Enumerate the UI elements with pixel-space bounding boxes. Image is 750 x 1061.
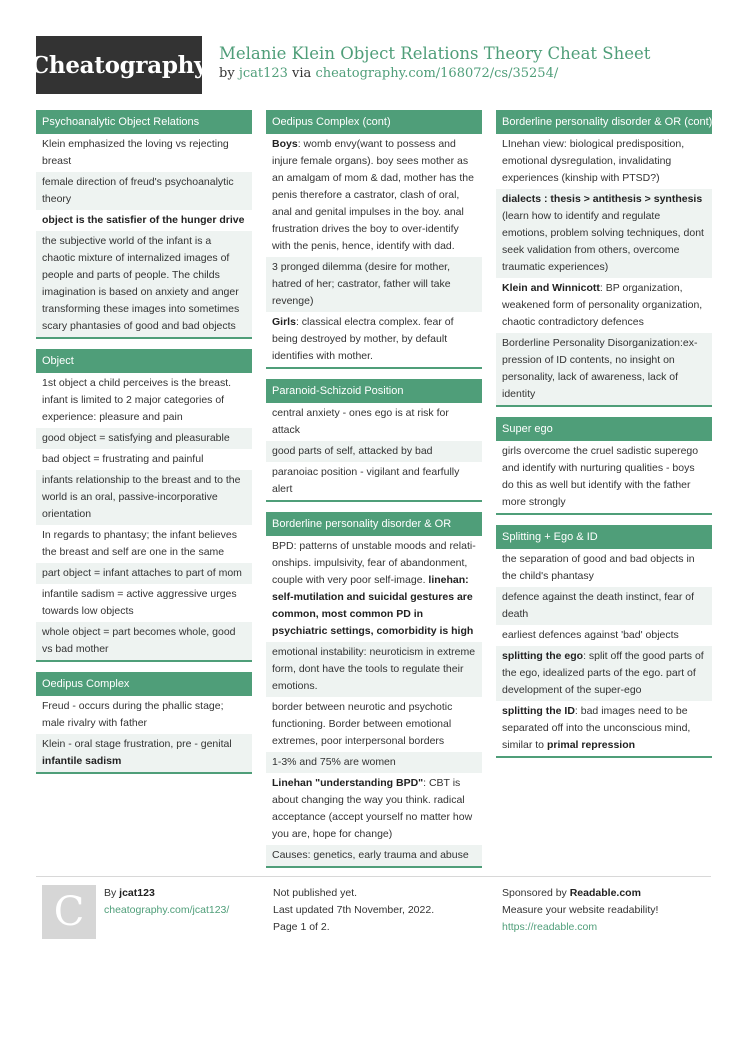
row-text: : BP organization, weakened form of personality organization, chaotic contradictory defences bbox=[502, 282, 703, 328]
section-row bbox=[36, 734, 252, 772]
section-row bbox=[496, 278, 712, 333]
section-row bbox=[496, 189, 712, 278]
row-text: BPD: patterns of unstable moods and relationships. impulsivity, fear of abandonment, couple with very poor self-image. bbox=[272, 540, 476, 586]
section-row bbox=[496, 646, 712, 701]
row-text-bold: splitting the ID bbox=[502, 705, 575, 717]
byline-prefix: by bbox=[219, 66, 239, 81]
author-avatar: C bbox=[42, 885, 96, 939]
cheat-section bbox=[496, 525, 712, 758]
row-text: the separation of good and bad objects in the child's phantasy bbox=[502, 553, 695, 582]
row-text: good parts of self, attacked by bad bbox=[272, 445, 433, 457]
byline bbox=[219, 66, 650, 81]
row-text: Causes: genetics, early trauma and abuse bbox=[272, 849, 469, 861]
row-text: : bad images need to be separated off into the unconscious mind, similar to bbox=[502, 705, 691, 751]
cheat-section bbox=[496, 417, 712, 515]
footer-author-block bbox=[104, 885, 229, 919]
row-text: female direction of freud's psychoanalytic theory bbox=[42, 176, 234, 205]
row-text-bold: Girls bbox=[272, 316, 296, 328]
section-row bbox=[496, 333, 712, 405]
section-title: Borderline personality disorder & OR (cont) bbox=[496, 110, 712, 134]
section-row bbox=[36, 622, 252, 660]
section-row bbox=[36, 210, 252, 231]
section-title: Oedipus Complex (cont) bbox=[266, 110, 482, 134]
page-number: Page 1 of 2. bbox=[273, 921, 330, 933]
section-title: Psychoanalytic Object Relations bbox=[36, 110, 252, 134]
section-row bbox=[266, 462, 482, 500]
row-text: In regards to phantasy; the infant believes the breast and self are one in the same bbox=[42, 529, 237, 558]
cheat-section bbox=[36, 349, 252, 662]
section-row bbox=[266, 134, 482, 257]
row-text: Klein - oral stage frustration, pre - genital bbox=[42, 738, 232, 750]
row-text-bold: Linehan "understanding BPD" bbox=[272, 777, 424, 789]
section-row bbox=[36, 696, 252, 734]
row-text: infants relationship to the breast and to the world is an oral, passive-incorporative orientation bbox=[42, 474, 241, 520]
section-title: Borderline personality disorder & OR bbox=[266, 512, 482, 536]
cheatography-logo[interactable]: Cheatography bbox=[36, 36, 202, 94]
footer-sponsor-block bbox=[502, 885, 658, 936]
row-text-bold: dialects : thesis > antithesis > synthesis bbox=[502, 193, 703, 205]
section-title: Oedipus Complex bbox=[36, 672, 252, 696]
row-text-bold: object is the satisfier of the hunger drive bbox=[42, 214, 245, 226]
section-row bbox=[496, 587, 712, 625]
publish-status: Not published yet. bbox=[273, 887, 358, 899]
row-text: whole object = part becomes whole, good vs bad mother bbox=[42, 626, 236, 655]
section-row bbox=[36, 373, 252, 428]
row-text-bold: Boys bbox=[272, 138, 298, 150]
row-text: the subjective world of the infant is a chaotic mixture of internalized images of people and parts of people. The childs imagination is based on anxiety and anger transforming these images into sometimes scary phantasies of good and bad objects bbox=[42, 235, 240, 332]
section-row bbox=[36, 172, 252, 210]
section-row bbox=[36, 563, 252, 584]
row-text-bold: infantile sadism bbox=[42, 755, 122, 767]
section-row bbox=[266, 773, 482, 845]
column-3 bbox=[496, 110, 712, 768]
sponsor-link[interactable]: https://readable.com bbox=[502, 921, 598, 933]
row-text: emotional instability: neuroticism in extreme form, dont have the tools to regulate their emotions. bbox=[272, 646, 476, 692]
footer-author-name[interactable]: jcat123 bbox=[119, 887, 155, 899]
row-text: 1-3% and 75% are women bbox=[272, 756, 396, 768]
footer-by-prefix: By bbox=[104, 887, 120, 899]
footer-status-block bbox=[273, 885, 434, 936]
row-text: (learn how to identify and regulate emotions, problem solving techniques, dont seek validation from others, overcome traumatic experiences) bbox=[502, 210, 704, 273]
row-text: earliest defences against 'bad' objects bbox=[502, 629, 679, 641]
section-title: Splitting + Ego & ID bbox=[496, 525, 712, 549]
sponsor-prefix: Sponsored by bbox=[502, 887, 570, 899]
section-row bbox=[36, 134, 252, 172]
section-row bbox=[266, 697, 482, 752]
section-title: Paranoid-Schizoid Position bbox=[266, 379, 482, 403]
row-text: girls overcome the cruel sadistic superego and identify with nurturing qualities - boys do this as well but identify with the father more strongly bbox=[502, 445, 699, 508]
section-row bbox=[496, 441, 712, 513]
header bbox=[30, 36, 716, 94]
row-text: 3 pronged dilemma (desire for mother, hatred of her; castrator, father will take revenge) bbox=[272, 261, 451, 307]
row-text: infantile sadism = active aggressive urges towards low objects bbox=[42, 588, 237, 617]
section-row bbox=[36, 584, 252, 622]
cheat-section bbox=[496, 110, 712, 407]
row-text-bold: linehan: self-mutilation and suicidal gestures are common, most common PD in psychiatric settings, comorbidity is high bbox=[272, 574, 474, 637]
sheet-url-link[interactable]: cheatography.com/168072/cs/35254/ bbox=[315, 66, 559, 81]
page-title: Melanie Klein Object Relations Theory Cheat Sheet bbox=[219, 44, 651, 63]
section-row bbox=[266, 312, 482, 367]
column-1 bbox=[36, 110, 252, 784]
section-row bbox=[266, 441, 482, 462]
section-row bbox=[36, 525, 252, 563]
column-2 bbox=[266, 110, 482, 878]
cheat-section bbox=[266, 110, 482, 369]
sponsor-tagline: Measure your website readability! bbox=[502, 904, 659, 916]
row-text: paranoiac position - vigilant and fearfully alert bbox=[272, 466, 460, 495]
byline-via: via bbox=[287, 66, 316, 81]
section-row bbox=[36, 470, 252, 525]
title-block bbox=[219, 44, 650, 81]
row-text: LInehan view: biological predisposition, emotional dysregulation, invalidating experiences (kinship with PTSD?) bbox=[502, 138, 685, 184]
sponsor-name[interactable]: Readable.com bbox=[569, 887, 641, 899]
section-row bbox=[266, 752, 482, 773]
section-row bbox=[36, 231, 252, 337]
section-row bbox=[496, 134, 712, 189]
footer-author-link[interactable]: cheatography.com/jcat123/ bbox=[104, 904, 230, 916]
section-row bbox=[36, 449, 252, 470]
cheat-section bbox=[36, 110, 252, 339]
section-row bbox=[266, 536, 482, 642]
row-text: border between neurotic and psychotic functioning. Border between emotional extremes, poor interpersonal borders bbox=[272, 701, 453, 747]
section-row bbox=[496, 549, 712, 587]
section-row bbox=[266, 403, 482, 441]
last-updated: Last updated 7th November, 2022. bbox=[273, 904, 435, 916]
row-text-bold: splitting the ego bbox=[502, 650, 584, 662]
row-text: Borderline Personality Disorganization:expression of ID contents, no insight on personality, lack of awareness, lack of identity bbox=[502, 337, 698, 400]
row-text: bad object = frustrating and painful bbox=[42, 453, 204, 465]
row-text-bold: Klein and Winnicott bbox=[502, 282, 600, 294]
row-text: good object = satisfying and pleasurable bbox=[42, 432, 230, 444]
footer bbox=[36, 876, 711, 947]
row-text: part object = infant attaches to part of mom bbox=[42, 567, 242, 579]
section-row bbox=[496, 701, 712, 756]
section-row bbox=[266, 642, 482, 697]
row-text: : classical electra complex. fear of being destroyed by mother, by default identifies with mother. bbox=[272, 316, 454, 362]
section-row bbox=[496, 625, 712, 646]
footer-by-line bbox=[104, 885, 229, 902]
row-text: : split off the good parts of the ego, idealized parts of the ego. part of development of the super-ego bbox=[502, 650, 704, 696]
section-title: Object bbox=[36, 349, 252, 373]
row-text: : CBT is about changing the way you think. radical acceptance (accept yourself no matter how you are, hope for change) bbox=[272, 777, 473, 840]
section-row bbox=[266, 257, 482, 312]
section-row bbox=[266, 845, 482, 866]
cheat-section bbox=[266, 379, 482, 502]
row-text: central anxiety - ones ego is at risk for attack bbox=[272, 407, 449, 436]
row-text: defence against the death instinct, fear of death bbox=[502, 591, 695, 620]
section-title: Super ego bbox=[496, 417, 712, 441]
row-text: : womb envy(want to possess and injure female organs). boy sees mother as an amalgam of mom & dad, mother has the penis therefore a castrator, clash of oral, anal and genital impulses in the boy. anal frustration drives the boy to over-identify with the penis, hence, identify with dad. bbox=[272, 138, 474, 252]
section-row bbox=[36, 428, 252, 449]
row-text: Freud - occurs during the phallic stage; male rivalry with father bbox=[42, 700, 224, 729]
sponsor-line bbox=[502, 885, 658, 902]
cheat-section bbox=[266, 512, 482, 868]
row-text: 1st object a child perceives is the breast. infant is limited to 2 major categories of experience: pleasure and pain bbox=[42, 377, 232, 423]
author-link[interactable]: jcat123 bbox=[238, 66, 288, 81]
row-text: Klein emphasized the loving vs rejecting breast bbox=[42, 138, 229, 167]
row-text-bold: primal repression bbox=[546, 739, 636, 751]
cheat-section bbox=[36, 672, 252, 774]
